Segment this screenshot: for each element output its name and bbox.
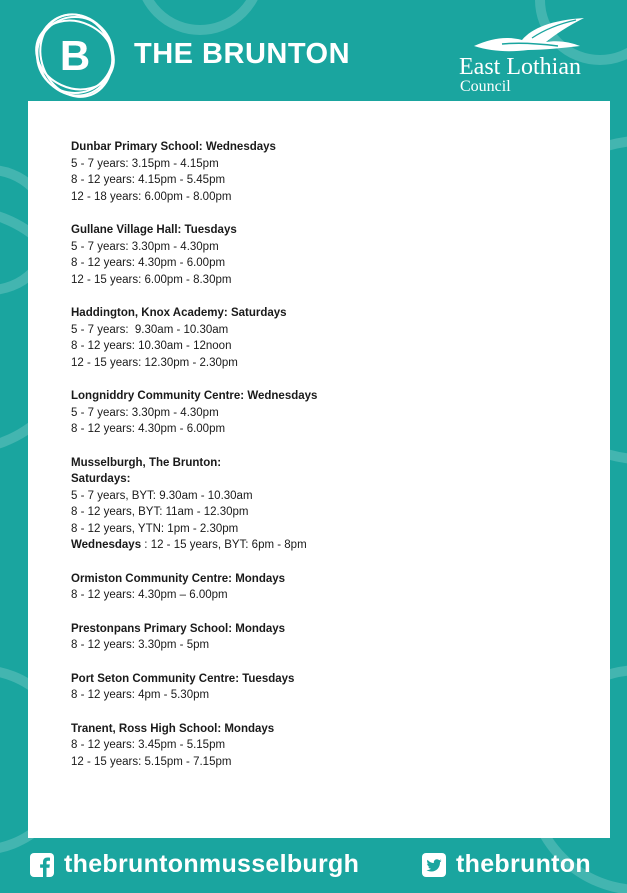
session-line bbox=[71, 405, 591, 422]
session-time: 12 - 18 years: 6.00pm - 8.00pm bbox=[71, 190, 232, 203]
session-line bbox=[71, 156, 591, 173]
session-time: 12 - 15 years: 12.30pm - 2.30pm bbox=[71, 356, 238, 369]
session-time: 8 - 12 years: 4pm - 5.30pm bbox=[71, 689, 210, 701]
session-line bbox=[71, 338, 591, 355]
session-line bbox=[71, 272, 591, 289]
facebook-handle: thebruntonmusselburgh bbox=[64, 850, 360, 878]
session-line bbox=[71, 355, 591, 372]
twitter-link[interactable] bbox=[422, 850, 591, 879]
venue-block bbox=[71, 621, 591, 654]
session-line bbox=[71, 239, 591, 256]
venue-heading: Musselburgh, The Brunton: bbox=[71, 456, 222, 469]
venue-heading: Port Seton Community Centre: Tuesdays bbox=[71, 672, 295, 685]
session-day-label: Saturdays: bbox=[71, 473, 131, 485]
footer bbox=[0, 838, 627, 893]
session-time: : 12 - 15 years, BYT: 6pm - 8pm bbox=[141, 539, 307, 551]
venue-block bbox=[71, 671, 591, 704]
header bbox=[0, 0, 627, 100]
session-line bbox=[71, 322, 591, 339]
session-line bbox=[71, 587, 591, 604]
bird-icon bbox=[472, 16, 588, 56]
venue-block bbox=[71, 222, 591, 288]
session-day-label: Wednesdays bbox=[71, 539, 142, 551]
schedule-list bbox=[71, 139, 591, 787]
session-line bbox=[71, 255, 591, 272]
session-line bbox=[71, 637, 591, 654]
venue-block bbox=[71, 455, 591, 554]
venue-heading: Dunbar Primary School: Wednesdays bbox=[71, 141, 276, 153]
twitter-handle: thebrunton bbox=[456, 850, 591, 878]
session-line bbox=[71, 189, 591, 206]
venue-block bbox=[71, 721, 591, 771]
session-time: 8 - 12 years: 3.30pm - 5pm bbox=[71, 639, 210, 651]
session-line bbox=[71, 172, 591, 189]
schedule-panel bbox=[28, 101, 610, 838]
council-subtitle: Council bbox=[460, 78, 511, 95]
session-time: 8 - 12 years, BYT: 11am - 12.30pm bbox=[71, 506, 249, 518]
council-name: East Lothian bbox=[459, 54, 581, 80]
session-line bbox=[71, 504, 591, 521]
venue-heading: Tranent, Ross High School: Mondays bbox=[71, 722, 275, 735]
session-line bbox=[71, 754, 591, 771]
venue-block bbox=[71, 388, 591, 438]
session-line bbox=[71, 687, 591, 704]
session-time: 8 - 12 years: 4.30pm – 6.00pm bbox=[71, 589, 228, 601]
session-line bbox=[71, 488, 591, 505]
session-line bbox=[71, 471, 591, 488]
session-time: 12 - 15 years: 5.15pm - 7.15pm bbox=[71, 755, 232, 768]
venue-block bbox=[71, 571, 591, 604]
venue-heading: Prestonpans Primary School: Mondays bbox=[71, 622, 286, 635]
session-time: 8 - 12 years: 4.30pm - 6.00pm bbox=[71, 257, 226, 269]
venue-heading: Gullane Village Hall: Tuesdays bbox=[71, 224, 237, 236]
session-time: 8 - 12 years: 3.45pm - 5.15pm bbox=[71, 739, 226, 751]
session-time: 8 - 12 years: 10.30am - 12noon bbox=[71, 340, 232, 352]
session-time: 5 - 7 years: 3.15pm - 4.15pm bbox=[71, 157, 219, 170]
venue-block bbox=[71, 305, 591, 371]
facebook-link[interactable] bbox=[30, 850, 359, 879]
session-time: 8 - 12 years: 4.15pm - 5.45pm bbox=[71, 174, 226, 186]
council-logo bbox=[458, 16, 618, 100]
venue-heading: Haddington, Knox Academy: Saturdays bbox=[71, 307, 287, 319]
facebook-icon bbox=[30, 853, 54, 877]
venue-heading: Longniddry Community Centre: Wednesdays bbox=[71, 390, 318, 402]
venue-block bbox=[71, 139, 591, 205]
session-time: 5 - 7 years: 3.30pm - 4.30pm bbox=[71, 240, 219, 253]
session-time: 8 - 12 years: 4.30pm - 6.00pm bbox=[71, 423, 226, 435]
venue-heading: Ormiston Community Centre: Mondays bbox=[71, 572, 286, 585]
brunton-logo-icon bbox=[30, 10, 120, 100]
session-time: 12 - 15 years: 6.00pm - 8.30pm bbox=[71, 273, 232, 286]
session-time: 5 - 7 years: 3.30pm - 4.30pm bbox=[71, 406, 219, 419]
session-time: 5 - 7 years, BYT: 9.30am - 10.30am bbox=[71, 489, 253, 502]
session-time: 8 - 12 years, YTN: 1pm - 2.30pm bbox=[71, 522, 239, 535]
session-line bbox=[71, 537, 591, 554]
session-line bbox=[71, 521, 591, 538]
session-line bbox=[71, 737, 591, 754]
logo-letter: B bbox=[59, 32, 91, 79]
twitter-icon bbox=[422, 853, 446, 877]
session-time: 5 - 7 years: 9.30am - 10.30am bbox=[71, 323, 229, 336]
session-line bbox=[71, 421, 591, 438]
brand-title: THE BRUNTON bbox=[134, 38, 351, 70]
